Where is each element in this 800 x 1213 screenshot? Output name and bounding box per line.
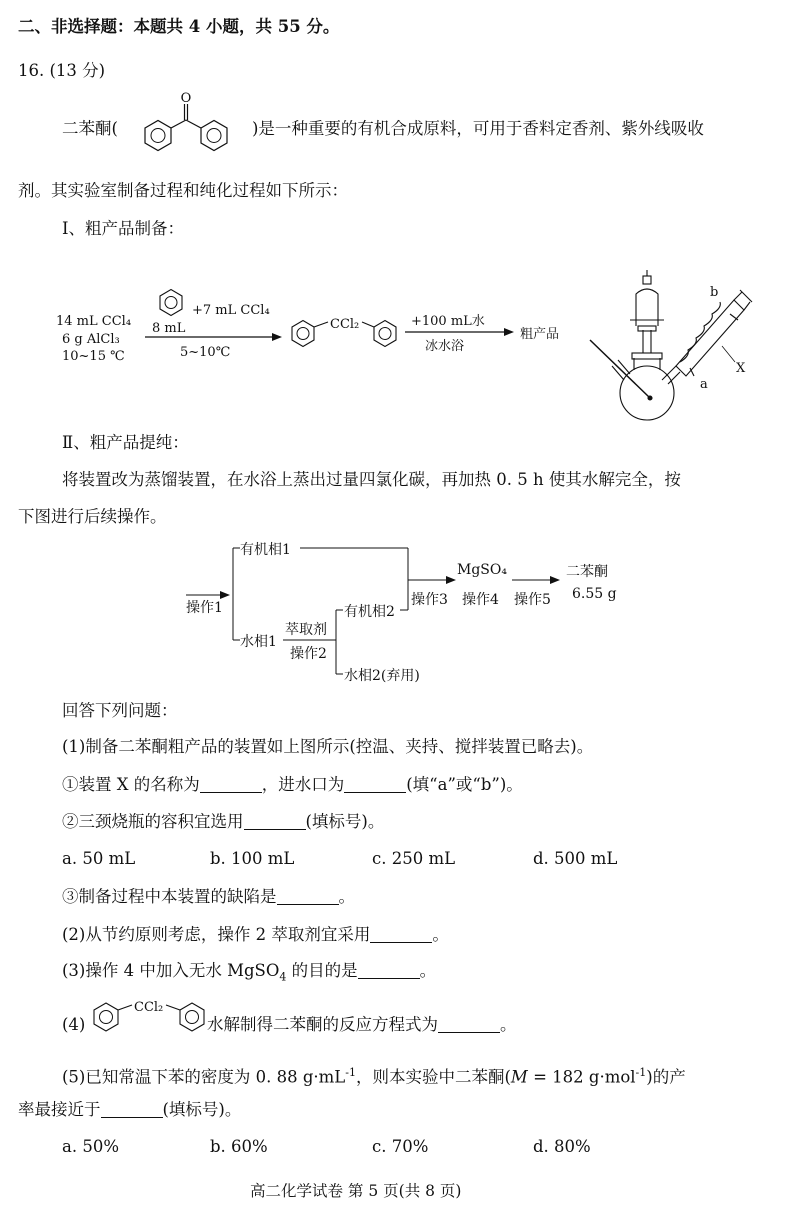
answer-blank-6[interactable]: [358, 962, 420, 979]
apparatus-drawing: [590, 270, 752, 420]
q4-prefix: (4): [62, 1015, 86, 1034]
label-x: X: [736, 361, 746, 376]
purification-flowchart: [0, 530, 800, 690]
q4-structure: [86, 990, 226, 1040]
ring-left: [292, 321, 314, 347]
page-footer: 高二化学试卷 第 5 页(共 8 页): [250, 1182, 462, 1200]
q5-option-b: b. 60%: [210, 1137, 268, 1156]
question-number: 16. (13 分): [18, 61, 106, 80]
q5-line2-tail: (填标号)。: [162, 1100, 242, 1119]
q5-line1: [62, 1062, 686, 1089]
q4-body: [207, 1014, 517, 1036]
q1-option-c: c. 250 mL: [372, 849, 456, 868]
q1-option-b: b. 100 mL: [210, 849, 295, 868]
benzene-ring: [160, 290, 182, 316]
intro-part2: )是一种重要的有机合成原料，可用于香料定香剂、紫外线吸收: [252, 119, 704, 138]
aqueous-phase-1: 水相1: [240, 634, 277, 650]
q5-part-c: = 182 g·mol: [527, 1067, 636, 1087]
answer-blank-5[interactable]: [370, 926, 432, 943]
q3: [62, 960, 436, 988]
q3-subscript: 4: [279, 970, 287, 984]
intro-line2: 剂。其实验室制备过程和纯化过程如下所示：: [18, 181, 348, 200]
svg-text:O: O: [180, 91, 192, 106]
q1-option-d: d. 500 mL: [533, 849, 618, 868]
q1-sub3: [62, 886, 355, 908]
q1-sub1-a: ①装置 X 的名称为: [62, 775, 200, 794]
label-a: a: [700, 377, 708, 392]
organic-phase-1: 有机相1: [240, 542, 291, 558]
operation-1: 操作1: [186, 600, 223, 616]
answer-blank-3[interactable]: [244, 813, 306, 830]
q2-text: (2)从节约原则考虑，操作 2 萃取剂宜采用: [62, 925, 371, 944]
reagent-alcl3: 6 g AlCl₃: [62, 332, 120, 347]
part-ii-text-2: 下图进行后续操作。: [18, 507, 167, 526]
add-ccl4: +7 mL CCl₄: [192, 303, 270, 318]
ring-right: [374, 321, 396, 347]
q1-sub3-text: ③制备过程中本装置的缺陷是: [62, 887, 277, 906]
section-header: 二、非选择题：本题共 4 小题，共 55 分。: [18, 17, 340, 36]
q5-option-c: c. 70%: [372, 1137, 429, 1156]
part-i-title: Ⅰ、粗产品制备：: [62, 219, 185, 238]
q5-line2: [18, 1099, 241, 1121]
q1-sub3-tail: 。: [338, 887, 355, 906]
final-mass: 6.55 g: [572, 586, 617, 602]
answer-blank-4[interactable]: [277, 888, 339, 905]
q1-sub1: [62, 774, 523, 796]
organic-phase-2: 有机相2: [344, 604, 395, 620]
q1-text: (1)制备二苯酮粗产品的装置如上图所示(控温、夹持、搅拌装置已略去)。: [62, 737, 594, 756]
answer-blank-8[interactable]: [101, 1101, 163, 1118]
q2-tail: 。: [432, 925, 449, 944]
operation-5: 操作5: [514, 592, 551, 608]
q5-part-d: )的产: [646, 1067, 686, 1087]
q5-line2-text: 率最接近于: [18, 1100, 101, 1119]
part-ii-text-1: 将装置改为蒸馏装置，在水浴上蒸出过量四氯化碳，再加热 0. 5 h 使其水解完全，按: [62, 470, 681, 489]
q2: [62, 924, 449, 946]
q4-ccl2: CCl₂: [134, 1000, 164, 1015]
aqueous-phase-2: 水相2(弃用): [344, 668, 420, 684]
operation-3: 操作3: [411, 592, 448, 608]
cond-temp: 5~10℃: [180, 345, 231, 360]
q1-sub2-text: ②三颈烧瓶的容积宜选用: [62, 812, 244, 831]
reagent-ccl4: 14 mL CCl₄: [56, 314, 132, 329]
mgso4-label: MgSO₄: [457, 562, 507, 578]
q5-sup2: -1: [635, 1066, 647, 1079]
q3-text-a: (3)操作 4 中加入无水 MgSO: [62, 961, 280, 980]
final-product: 二苯酮: [566, 564, 608, 580]
crude-product: 粗产品: [520, 327, 560, 342]
ice-bath: 冰水浴: [425, 339, 465, 354]
q5-option-a: a. 50%: [62, 1137, 120, 1156]
q1-sub2-tail: (填标号)。: [305, 812, 385, 831]
intro-part1: 二苯酮(: [62, 119, 118, 138]
operation-2: 操作2: [290, 646, 327, 662]
operation-4: 操作4: [462, 592, 499, 608]
answer-blank-7[interactable]: [438, 1016, 500, 1033]
benzophenone-structure: [128, 90, 258, 160]
extractant: 萃取剂: [285, 622, 327, 638]
answer-blank-2[interactable]: [344, 776, 406, 793]
q4-text: 水解制得二苯酮的反应方程式为: [207, 1015, 438, 1034]
part-ii-title: Ⅱ、粗产品提纯：: [62, 433, 189, 452]
q5-m: M: [510, 1067, 528, 1087]
label-b: b: [710, 285, 719, 300]
q3-tail: 。: [419, 961, 437, 980]
reagent-temp: 10~15 ℃: [62, 349, 125, 364]
q3-text-b: 的目的是: [286, 961, 358, 980]
ccl2-label: CCl₂: [330, 317, 360, 332]
q4-tail: 。: [500, 1015, 517, 1034]
q5-sup1: -1: [345, 1066, 356, 1079]
q1-sub1-b: ，进水口为: [261, 775, 345, 794]
answer-prompt: 回答下列问题：: [62, 701, 178, 720]
q1-sub2: [62, 811, 384, 833]
q1-option-a: a. 50 mL: [62, 849, 136, 868]
q5-part-a: (5)已知常温下苯的密度为 0. 88 g·mL: [62, 1067, 346, 1087]
q5-part-b: ，则本实验中二苯酮(: [355, 1067, 511, 1087]
answer-blank-1[interactable]: [200, 776, 262, 793]
benzene-volume: 8 mL: [152, 321, 186, 336]
q5-option-d: d. 80%: [533, 1137, 591, 1156]
add-water: +100 mL水: [411, 314, 485, 329]
reaction-scheme: [0, 280, 800, 430]
q1-sub1-c: (填“a”或“b”)。: [406, 775, 523, 794]
